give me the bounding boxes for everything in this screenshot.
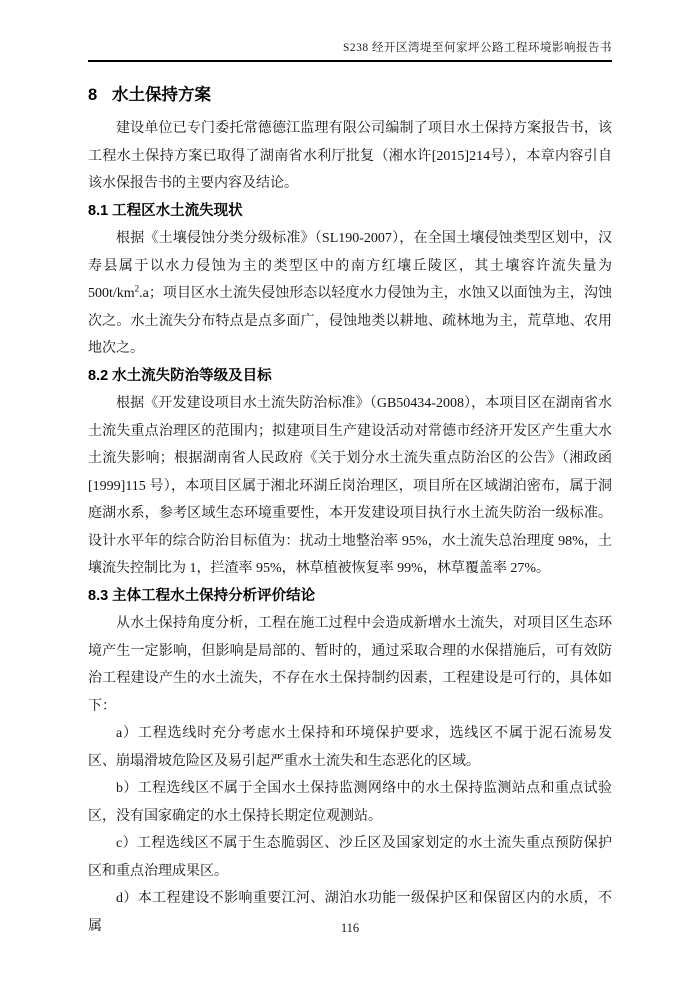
- chapter-heading: [88, 85, 612, 105]
- paragraph-text-before-superscript: 根据《土壤侵蚀分类分级标准》（SL190-2007），在全国土壤侵蚀类型区划中，汉寿县属于以水力侵蚀为主的类型区中的南方红壤丘陵区，其土壤容许流失量为500t/km: [88, 231, 612, 301]
- section-8-2-paragraph: 根据《开发建设项目水土流失防治标准》（GB50434-2008），本项目区在湖南省水土流失重点治理区的范围内；拟建项目生产建设活动对常德市经济开发区产生重大水土流失影响；根据湖南省人民政府《关于划分水土流失重点防治区的公告》（湘政函[1999]115 号），本项目区属于湘北环湖丘岗治理区，项目所在区域湖泊密布，属于洞庭湖水系，参考区域生态环境重要性，本开发建设项目执行水土流失防治一级标准。设计水平年的综合防治目标值为：扰动土地整治率 95%，水土流失总治理度 98%，土壤流失控制比为 1，拦渣率 95%，林草植被恢复率 99%，林草覆盖率 27%。: [88, 396, 612, 576]
- document-body: [88, 115, 612, 940]
- chapter-number: 8: [88, 86, 98, 104]
- page-footer: [0, 921, 700, 936]
- list-item-b: b）工程选线区不属于全国水土保持监测网络中的水土保持监测站点和重点试验区，没有国家确定的水土保持长期定位观测站。: [88, 781, 612, 824]
- page-header: [88, 40, 612, 62]
- paragraph-text-after-superscript: .a；项目区水土流失侵蚀形态以轻度水力侵蚀为主，水蚀又以面蚀为主，沟蚀次之。水土流失分布特点是点多面广，侵蚀地类以耕地、疏林地为主，荒草地、农用地次之。: [88, 286, 612, 356]
- superscript-exponent: 2: [134, 283, 140, 294]
- section-8-1-paragraph: [88, 225, 612, 363]
- list-item-d: d）本工程建设不影响重要江河、湖泊水功能一级保护区和保留区内的水质，不属: [88, 891, 612, 934]
- section-8-3-paragraph: 从水土保持角度分析，工程在施工过程中会造成新增水土流失，对项目区生态环境产生一定影响，但影响是局部的、暂时的，通过采取合理的水保措施后，可有效防治工程建设产生的水土流失，不存在水土保持制约因素，工程建设是可行的，具体如下：: [88, 616, 612, 714]
- chapter-title: 水土保持方案: [112, 86, 212, 104]
- intro-paragraph: 建设单位已专门委托常德德江监理有限公司编制了项目水土保持方案报告书，该工程水土保持方案已取得了湖南省水利厅批复（湘水许[2015]214号），本章内容引自该水保报告书的主要内容及结论。: [88, 121, 612, 191]
- section-heading-8-1: 8.1 工程区水土流失现状: [88, 202, 243, 219]
- header-rule: [88, 60, 612, 62]
- page-number: 116: [340, 921, 360, 935]
- section-heading-8-2: 8.2 水土流失防治等级及目标: [88, 367, 272, 384]
- list-item-a: a）工程选线时充分考虑水土保持和环境保护要求，选线区不属于泥石流易发区、崩塌滑坡危险区及易引起严重水土流失和生态恶化的区域。: [88, 726, 612, 769]
- list-item-c: c）工程选线区不属于生态脆弱区、沙丘区及国家划定的水土流失重点预防保护区和重点治理成果区。: [88, 836, 612, 879]
- section-heading-8-3: 8.3 主体工程水土保持分析评价结论: [88, 587, 316, 604]
- running-title: S238 经开区湾堤至何家坪公路工程环境影响报告书: [342, 42, 612, 54]
